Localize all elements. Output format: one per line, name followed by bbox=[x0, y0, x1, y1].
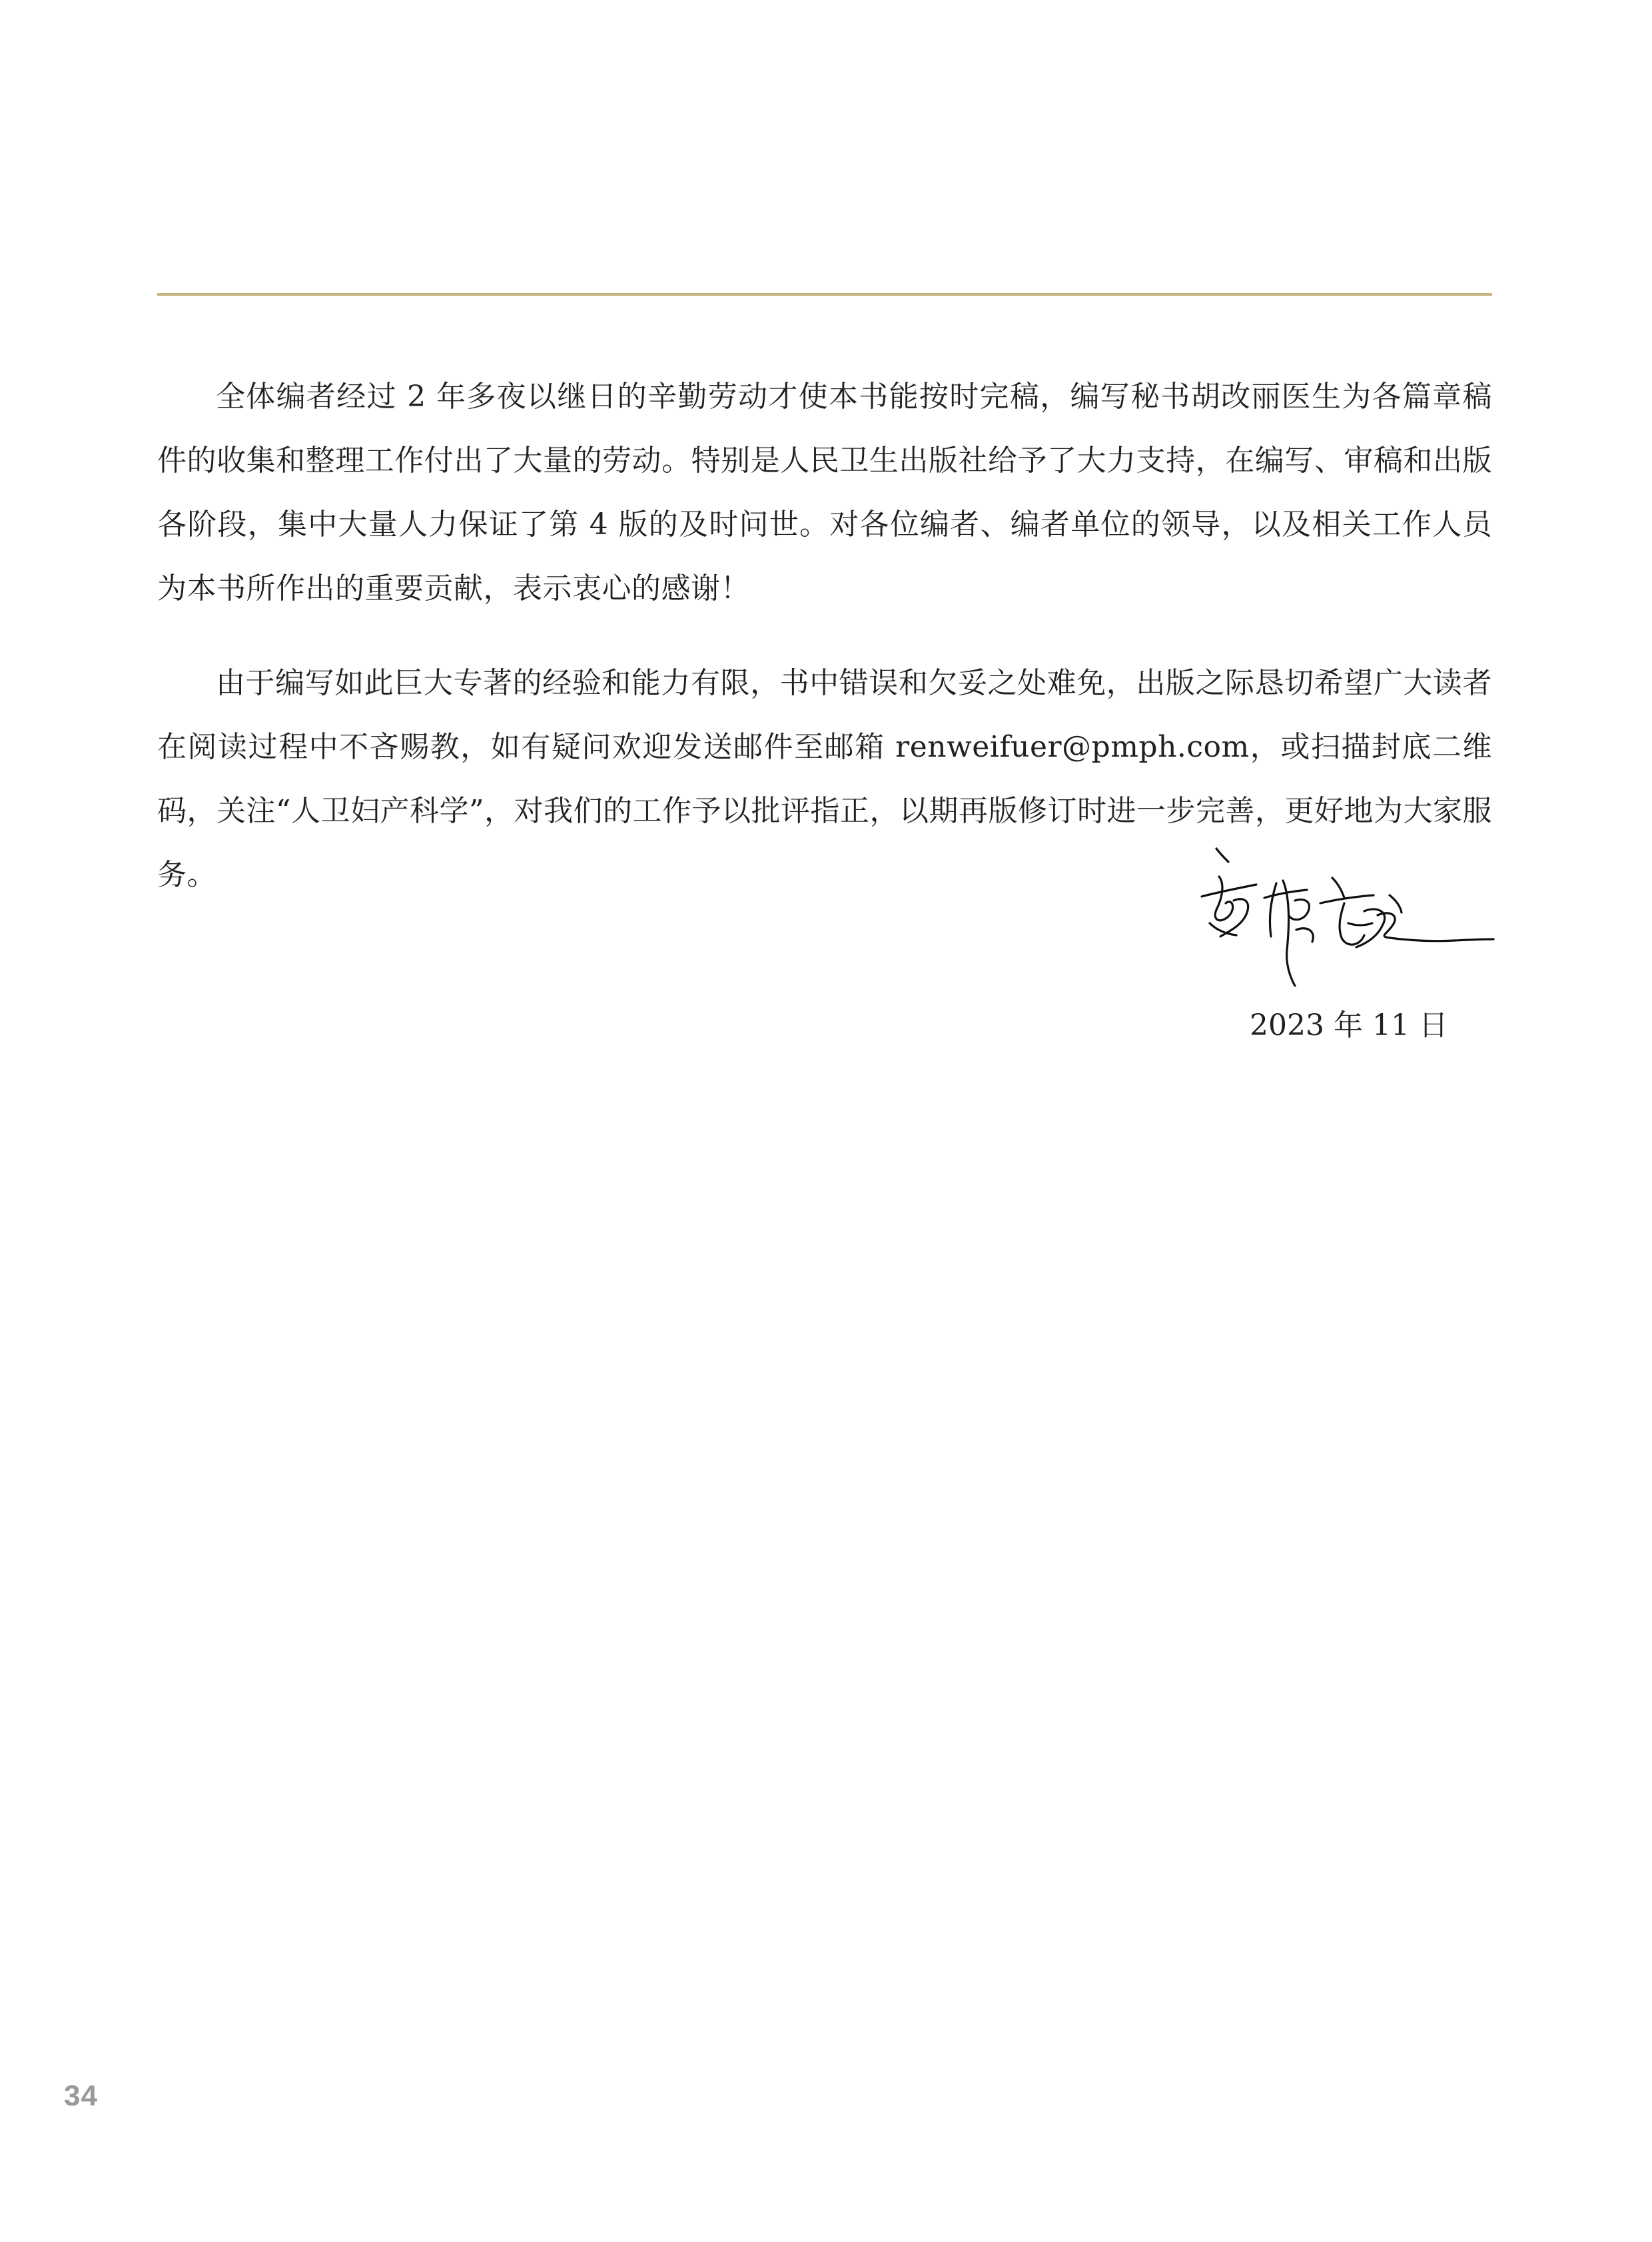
handwritten-signature bbox=[1190, 837, 1496, 996]
header-rule bbox=[157, 293, 1492, 296]
page-number: 34 bbox=[64, 2079, 98, 2112]
paragraph-acknowledgement: 全体编者经过 2 年多夜以继日的辛勤劳动才使本书能按时完稿，编写秘书胡改丽医生为各篇章稿件的收集和整理工作付出了大量的劳动。特别是人民卫生出版社给予了大力支持，在编写、审稿和出版各阶段，集中大量人力保证了第 4 版的及时问世。对各位编者、编者单位的领导，以及相关工作人员为本书所作出的重要贡献，表示衷心的感谢！ bbox=[157, 380, 1492, 605]
paragraph-feedback: 由于编写如此巨大专著的经验和能力有限，书中错误和欠妥之处难免，出版之际恳切希望广大读者在阅读过程中不吝赐教，如有疑问欢迎发送邮件至邮箱 renweifuer@pmph.com，或扫描封底二维码，关注“人卫妇产科学”，对我们的工作予以批评指正，以期再版修订时进一步完善，更好地为大家服务。 bbox=[157, 666, 1492, 892]
signature-date: 2023 年 11 日 bbox=[1250, 1008, 1448, 1042]
